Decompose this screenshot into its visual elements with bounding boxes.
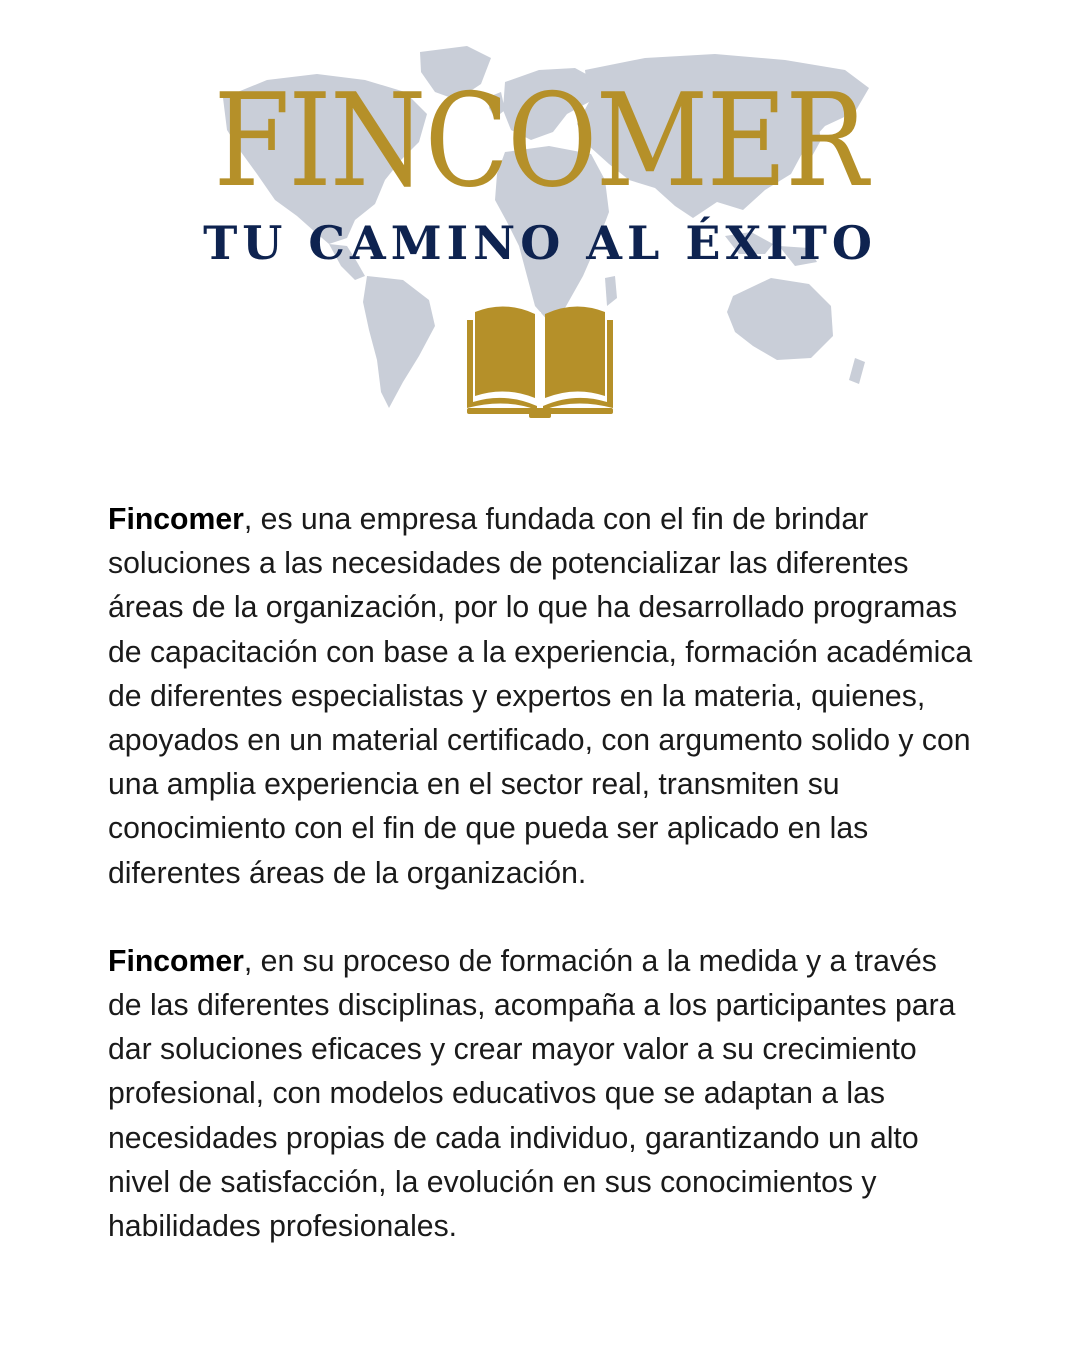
paragraph-1 (108, 498, 978, 896)
description (108, 498, 978, 1249)
open-book-icon (465, 298, 615, 422)
brand-title: FINCOMER (213, 67, 867, 216)
company-name: Fincomer (108, 503, 244, 536)
header (0, 0, 1080, 440)
paragraph-text: , en su proceso de formación a la medida y a través de las diferentes disciplinas, acompaña a los participantes para dar soluciones eficaces y crear mayor valor a su crecimiento profesional, con modelos educativos que se adaptan a las necesidades propias de cada individuo, garantizando un alto nivel de satisfacción, la evolución en sus conocimientos y habilidades profesionales. (108, 944, 956, 1244)
company-name: Fincomer (108, 944, 244, 978)
paragraph-2 (108, 940, 978, 1249)
paragraph-text: , es una empresa fundada con el fin de brindar soluciones a las necesidades de potencializar las diferentes áreas de la organización, por lo que ha desarrollado programas de capacitación con base a la experiencia, formación académica de diferentes especialistas y expertos en la materia, quienes, apoyados en un material certificado, con argumento solido y con una amplia experiencia en el sector real, transmiten su conocimiento con el fin de que pueda ser aplicado en las diferentes áreas de la organización. (108, 503, 973, 890)
tagline: TU CAMINO AL ÉXITO (203, 216, 877, 270)
